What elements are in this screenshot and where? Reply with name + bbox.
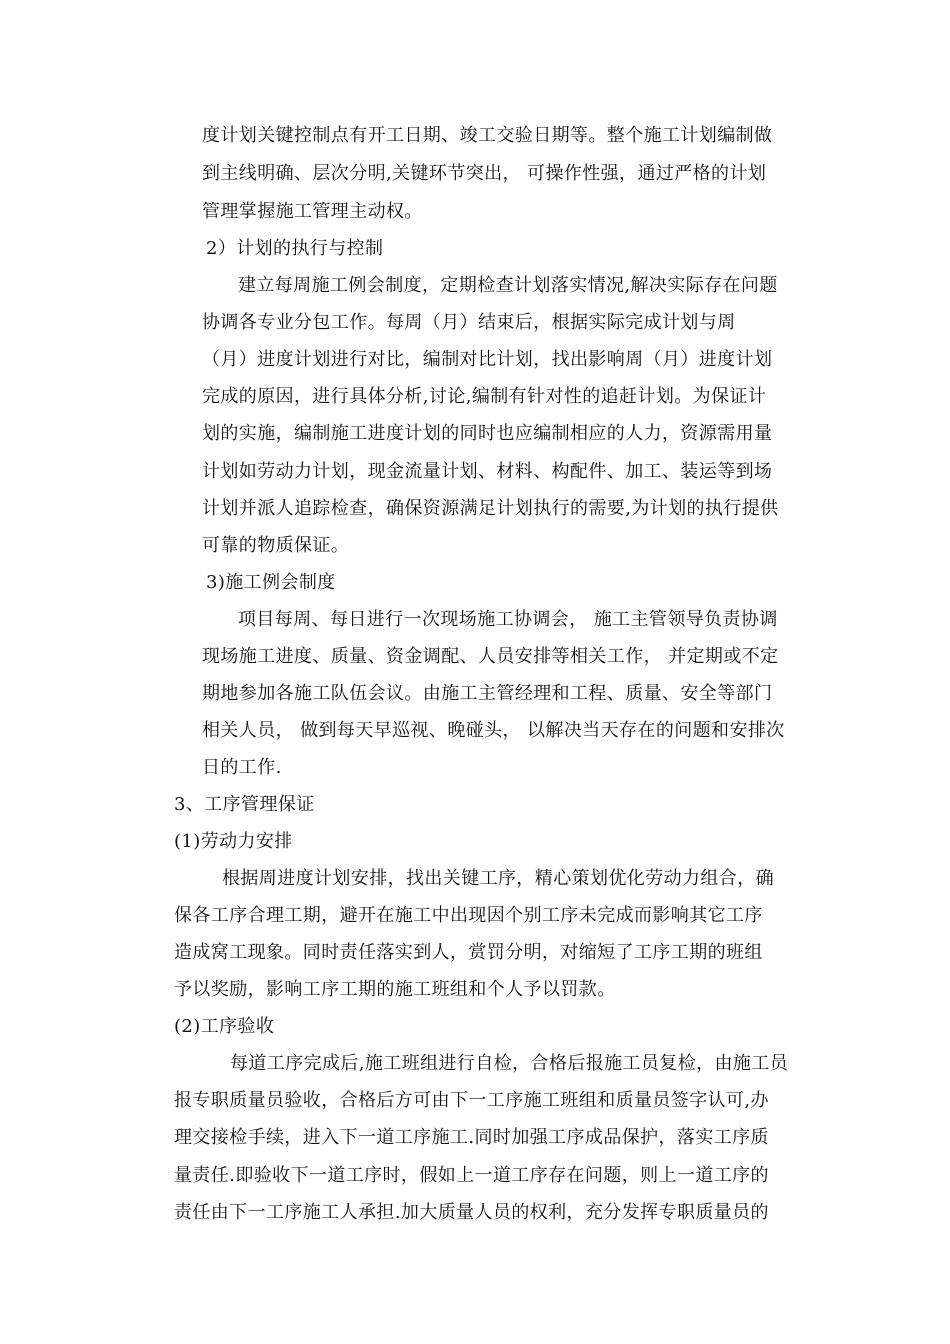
body-line: 予以奖励，影响工序工期的施工班组和个人予以罚款。	[174, 979, 616, 1000]
body-line: 现场施工进度、质量、资金调配、人员安排等相关工作， 并定期或不定	[202, 646, 779, 667]
body-line: 建立每周施工例会制度，定期检查计划落实情况,解决实际存在问题	[238, 275, 778, 296]
body-line: 日的工作.	[202, 757, 282, 778]
body-line: 完成的原因，进行具体分析,讨论,编制有针对性的追赶计划。为保证计	[202, 386, 767, 407]
body-line: 项目每周、每日进行一次现场施工协调会， 施工主管领导负责协调	[238, 609, 778, 630]
section-heading: (1)劳动力安排	[174, 831, 293, 852]
body-line: 每道工序完成后,施工班组进行自检，合格后报施工员复检，由施工员	[230, 1053, 789, 1074]
body-line: 保各工序合理工期，避开在施工中出现因个别工序未完成而影响其它工序	[174, 905, 763, 926]
section-heading: 3、工序管理保证	[174, 794, 315, 815]
body-line: 根据周进度计划安排，找出关键工序，精心策划优化劳动力组合，确	[222, 868, 774, 889]
section-heading: 3)施工例会制度	[206, 572, 336, 593]
body-line: 管理掌握施工管理主动权。	[202, 201, 423, 222]
body-line: 相关人员， 做到每天早巡视、晚碰头， 以解决当天存在的问题和安排次	[202, 720, 785, 741]
body-line: 协调各专业分包工作。每周（月）结束后，根据实际完成计划与周	[202, 312, 736, 333]
body-line: 划的实施，编制施工进度计划的同时也应编制相应的人力，资源需用量	[202, 423, 773, 444]
body-line: 报专职质量员验收，合格后方可由下一工序施工班组和质量员签字认可,办	[174, 1090, 769, 1111]
body-line: 可靠的物质保证。	[202, 535, 350, 556]
body-line: 责任由下一工序施工人承担.加大质量人员的权利，充分发挥专职质量员的	[174, 1202, 769, 1223]
body-line: 计划并派人追踪检查，确保资源满足计划执行的需要,为计划的执行提供	[202, 498, 779, 519]
section-heading: (2)工序验收	[174, 1016, 275, 1037]
body-line: 到主线明确、层次分明,关键环节突出， 可操作性强，通过严格的计划	[202, 163, 767, 184]
body-line: 量责任.即验收下一道工序时，假如上一道工序存在问题，则上一道工序的	[174, 1165, 769, 1186]
body-line: 理交接检手续，进入下一道工序施工.同时加强工序成品保护，落实工序质	[174, 1127, 769, 1148]
body-line: 计划如劳动力计划，现金流量计划、材料、构配件、加工、装运等到场	[202, 461, 773, 482]
body-line: 度计划关键控制点有开工日期、竣工交验日期等。整个施工计划编制做	[202, 125, 773, 146]
body-line: 期地参加各施工队伍会议。由施工主管经理和工程、质量、安全等部门	[202, 683, 773, 704]
body-line: 造成窝工现象。同时责任落实到人，赏罚分明，对缩短了工序工期的班组	[174, 942, 763, 963]
body-line: （月）进度计划进行对比，编制对比计划，找出影响周（月）进度计划	[202, 349, 773, 370]
section-heading: 2）计划的执行与控制	[206, 238, 384, 259]
